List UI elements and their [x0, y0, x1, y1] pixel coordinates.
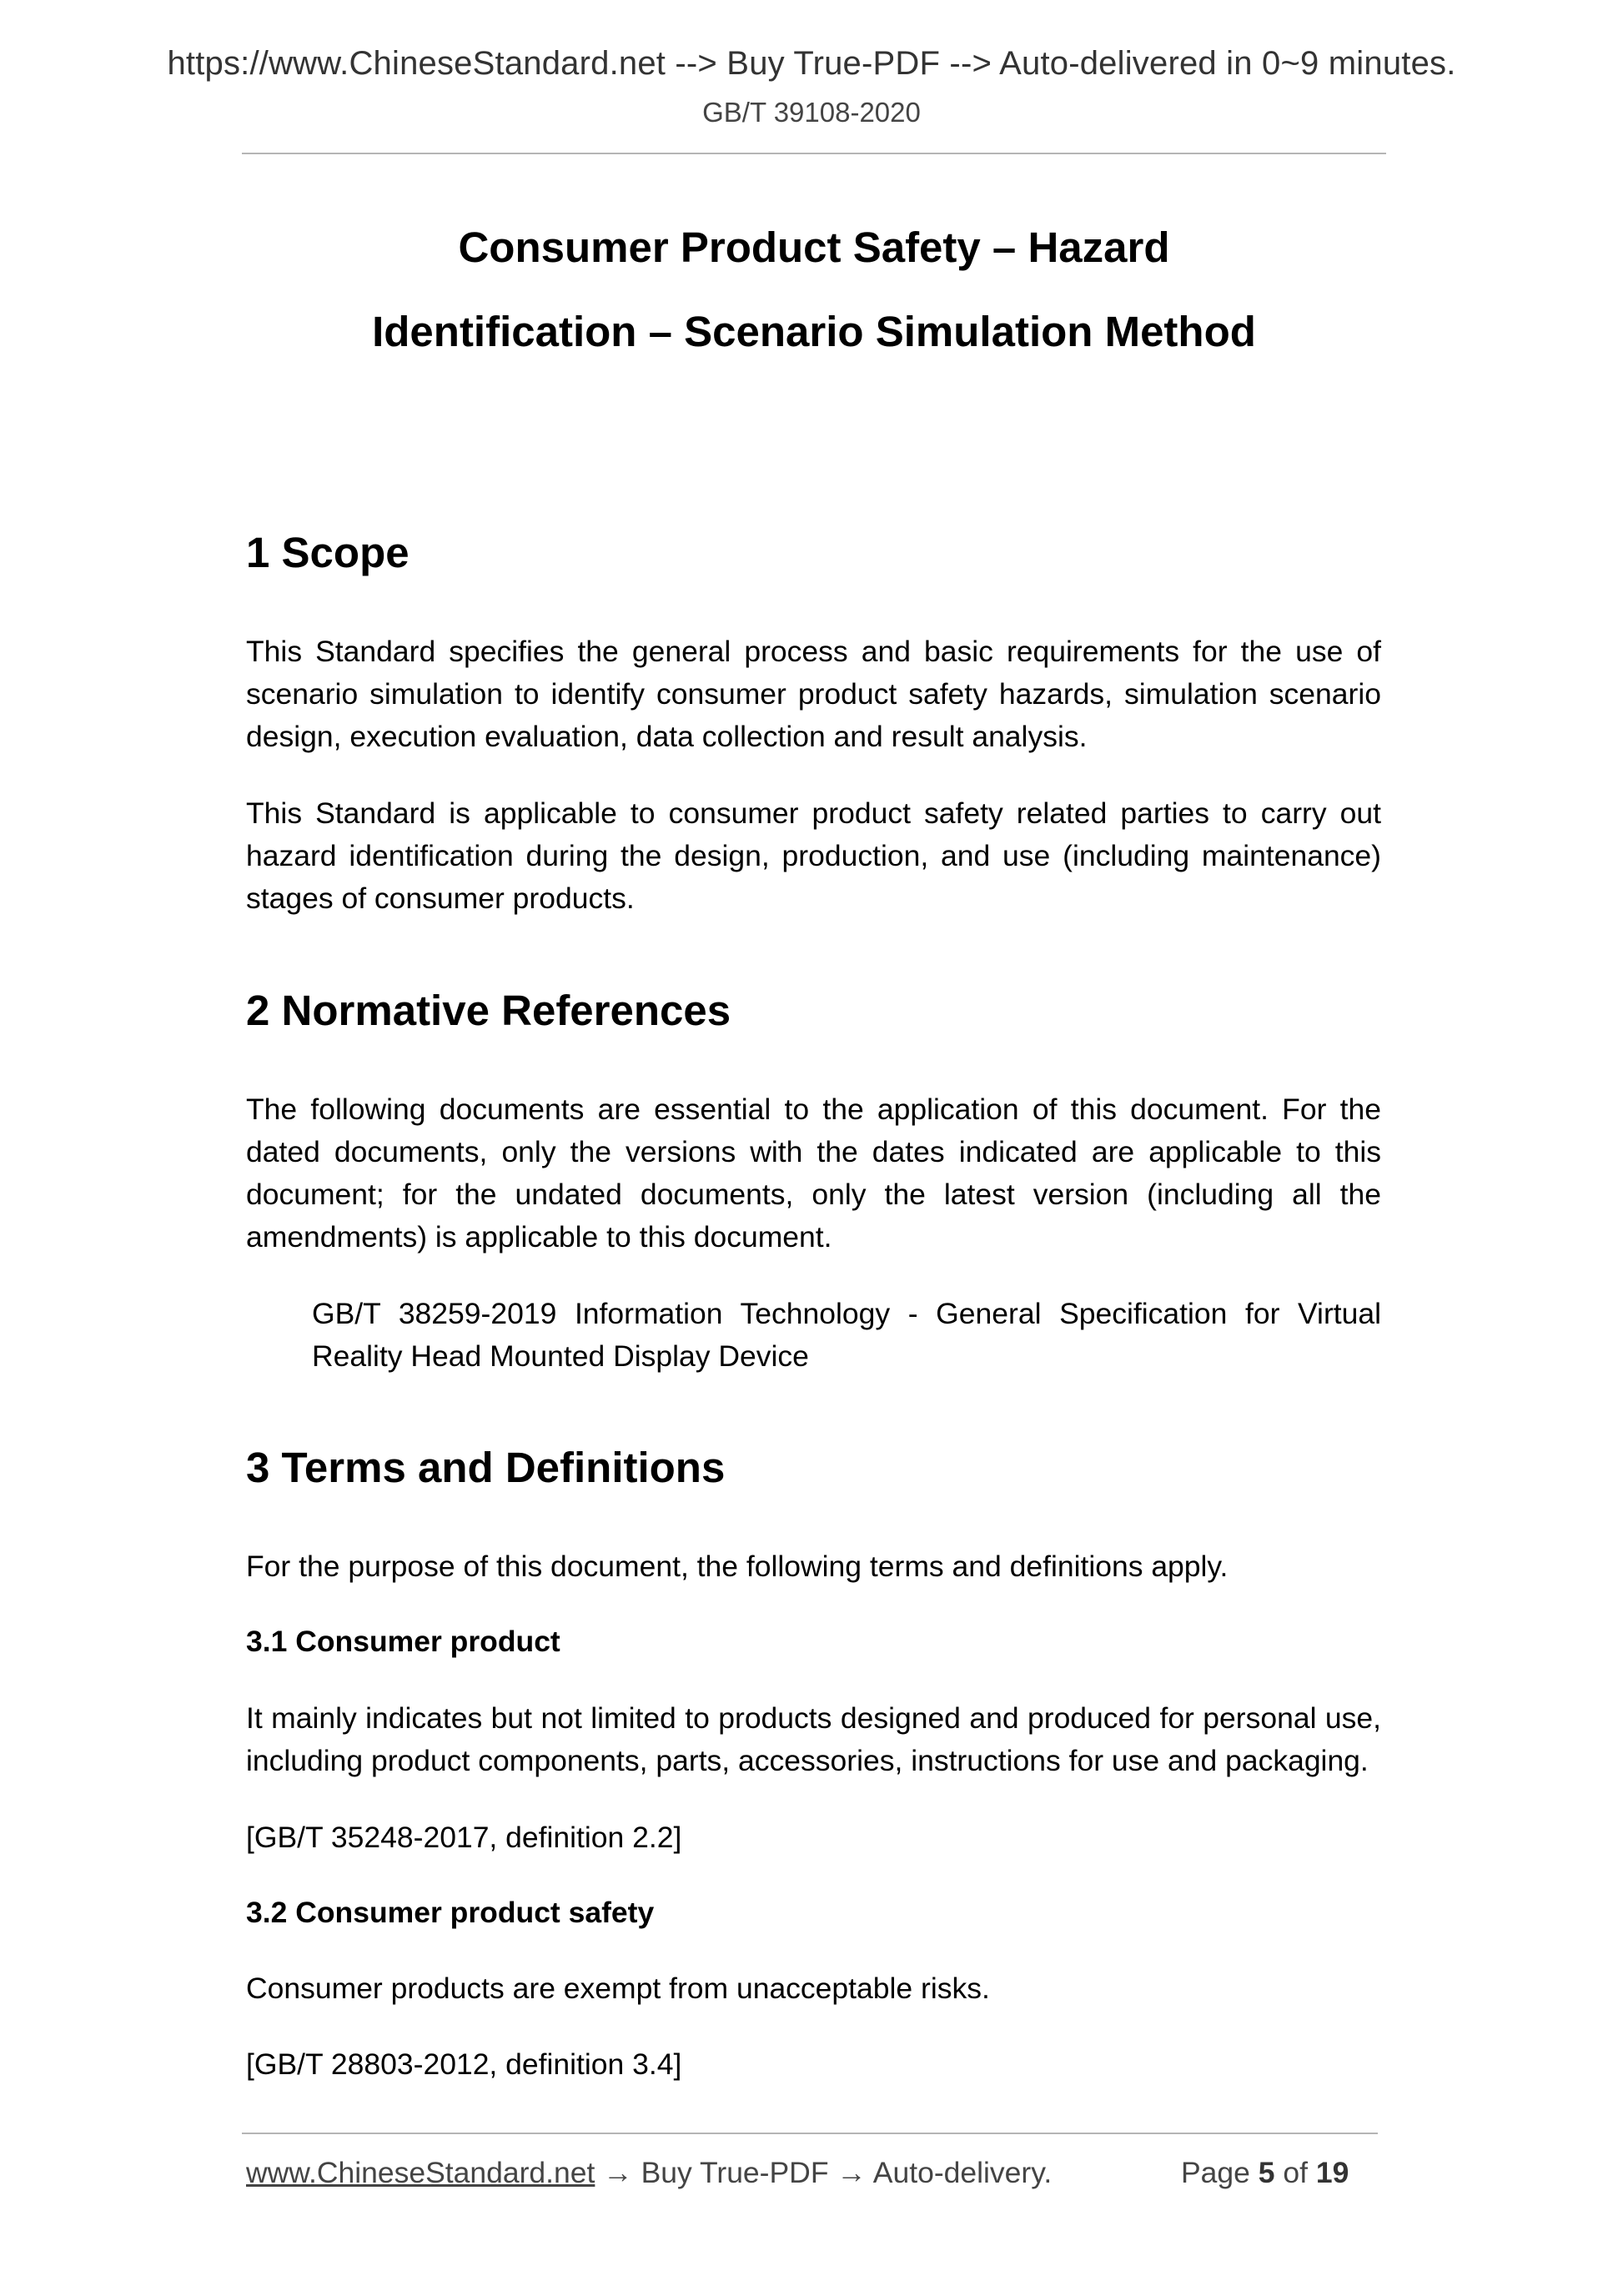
document-title-line-1: Consumer Product Safety – Hazard — [458, 224, 1170, 271]
scope-paragraph-2: This Standard is applicable to consumer product safety related parties to carry out hazard identification during the design, production, and use (including maintenance) stages of consumer products. — [246, 796, 1381, 915]
term-3-1-heading: 3.1 Consumer product — [246, 1625, 560, 1658]
normative-references-paragraph: The following documents are essential to the application of this document. For the dated documents, only the versions with the dates indicated are applicable to this document; for the undated documents, only the latest version (including all the amendments) is applicable to this document. — [246, 1093, 1381, 1254]
section-3-heading: 3 Terms and Definitions — [246, 1444, 726, 1491]
terms-intro: For the purpose of this document, the following terms and definitions apply. — [246, 1550, 1229, 1583]
page-total: 19 — [1315, 2156, 1349, 2189]
footer-delivery-text: Auto-delivery. — [872, 2156, 1053, 2189]
scope-paragraph-1: This Standard specifies the general process and basic requirements for the use of scenario simulation to identify consumer product safety hazards, simulation scenario design, execution evaluation, data collection and result analysis. — [246, 635, 1381, 753]
arrow-right-icon: → — [837, 2156, 867, 2189]
normative-reference-item: GB/T 38259-2019 Information Technology - General Specification for Virtual Reality Head Mounted Display Device — [312, 1297, 1381, 1373]
section-1-heading: 1 Scope — [246, 529, 410, 576]
header-divider — [242, 153, 1386, 154]
footer-divider — [242, 2133, 1378, 2134]
standard-code: GB/T 39108-2020 — [702, 97, 921, 128]
page-label: Page — [1181, 2156, 1250, 2189]
top-banner-link[interactable]: https://www.ChineseStandard.net --> Buy True-PDF --> Auto-delivered in 0~9 minutes. — [167, 45, 1456, 82]
page-number: 5 — [1258, 2156, 1275, 2189]
page-indicator — [1181, 2156, 1349, 2190]
term-3-2-definition: Consumer products are exempt from unacceptable risks. — [246, 1972, 990, 2005]
section-2-heading: 2 Normative References — [246, 987, 731, 1034]
footer-links — [246, 2156, 1052, 2190]
term-3-1-source: [GB/T 35248-2017, definition 2.2] — [246, 1821, 682, 1854]
footer-buy-text: Buy True-PDF — [641, 2156, 829, 2189]
term-3-2-source: [GB/T 28803-2012, definition 3.4] — [246, 2047, 682, 2081]
arrow-right-icon: → — [603, 2156, 633, 2189]
term-3-2-heading: 3.2 Consumer product safety — [246, 1896, 655, 1929]
footer-site-link[interactable]: www.ChineseStandard.net — [246, 2156, 595, 2189]
document-title-line-2: Identification – Scenario Simulation Method — [372, 308, 1256, 355]
of-label: of — [1283, 2156, 1309, 2189]
term-3-1-definition: It mainly indicates but not limited to products designed and produced for personal use, including product components, parts, accessories, instructions for use and packaging. — [246, 1701, 1381, 1777]
